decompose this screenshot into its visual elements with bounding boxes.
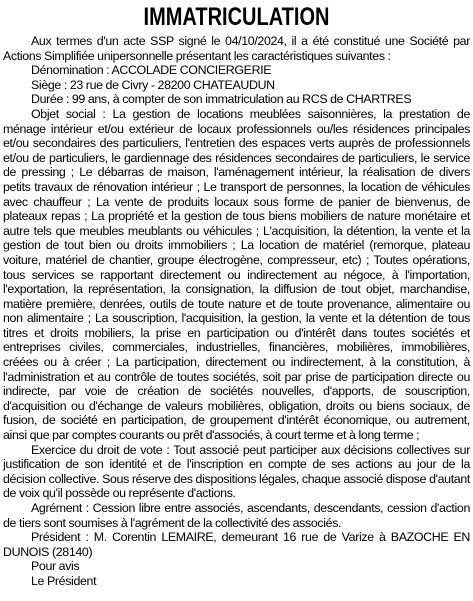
agrement-paragraph: Agrément : Cession libre entre associés, ascendants, descendants, cession d'action de tiers sont soumises à l'agrément de la collectivité des associés.: [3, 501, 470, 530]
president-paragraph: Président : M. Corentin LEMAIRE, demeurant 16 rue de Varize à BAZOCHE EN DUNOIS (28140): [3, 530, 470, 559]
pour-avis-line: Pour avis: [31, 559, 80, 574]
duree-line: Durée : 99 ans, à compter de son immatriculation au RCS de CHARTRES: [31, 92, 412, 107]
legal-notice: [3, 3, 470, 589]
intro-paragraph: Aux termes d'un acte SSP signé le 04/10/2024, il a été constitué une Société par Actions Simplifiée unipersonnelle présentant les caractéristiques suivantes :: [3, 34, 470, 63]
vote-paragraph: Exercice du droit de vote : Tout associé peut participer aux décisions collectives sur justification de son identité et de l'inscription en compte de ses actions au jour de la décision collective. Sous réserve des dispositions légales, chaque associé dispose d'autant de voix qu'il possède ou représente d'actions.: [3, 442, 470, 501]
denomination-line: Dénomination : ACCOLADE CONCIERGERIE: [31, 63, 272, 78]
notice-title: IMMATRICULATION: [143, 3, 330, 31]
notice-body: [3, 34, 470, 589]
objet-social-paragraph: Objet social : La gestion de locations meublées saisonnières, la prestation de ménage intérieur et/ou extérieur de locaux professionnels ou/les résidences principales et/ou secondaires des particuliers, l'entretien des espaces verts auprès de professionnels et/ou de particuliers, le gardiennage des résidences secondaires de particuliers, le service de pressing ; Le débarras de maison, l'aménagement intérieur, la réalisation de divers petits travaux de rénovation intérieur ; Le transport de personnes, la location de véhicules avec chauffeur ; La vente de produits locaux sous forme de panier de bienvenus, de plateaux repas ; La propriété et la gestion de tous biens mobiliers de nature monétaire et autre tels que meubles meublants ou véhicules ; L'acquisition, la détention, la vente et la gestion de tout bien ou droits immobiliers ; La location de matériel (remorque, plateau voiture, matériel de chantier, groupe électrogène, compresseur, etc) ; Toutes opérations, tous services se rapportant directement ou indirectement au négoce, à l'importation, l'exportation, la représentation, la consignation, la diffusion de tout objet, marchandise, matière première, denrées, outils de toute nature et de toute provenance, alimentaire ou non alimentaire ; La souscription, l'acquisition, la gestion, la vente et la détention de tous titres et droits mobiliers, la prise en participation ou d'intérêt dans toutes sociétés et entreprises civiles, commerciales, industrielles, financières, mobilières, immobilières, créées ou à créer ; La participation, directement ou indirectement, à la constitution, à l'administration et au contrôle de toutes sociétés, soit par prise de participation directe ou indirecte, par voie de création de sociétés nouvelles, d'apports, de souscription, d'acquisition ou d'échange de valeurs mobilières, obligation, droits ou biens sociaux, de fusion, de société en participation, de groupement d'intérêt économique, ou autrement, ainsi que par comptes courants ou prêt d'associés, à court terme et à long terme ;: [3, 106, 470, 443]
siege-line: Siège : 23 rue de Civry - 28200 CHATEAUDUN: [31, 77, 275, 92]
signature-line: Le Président: [31, 573, 97, 588]
